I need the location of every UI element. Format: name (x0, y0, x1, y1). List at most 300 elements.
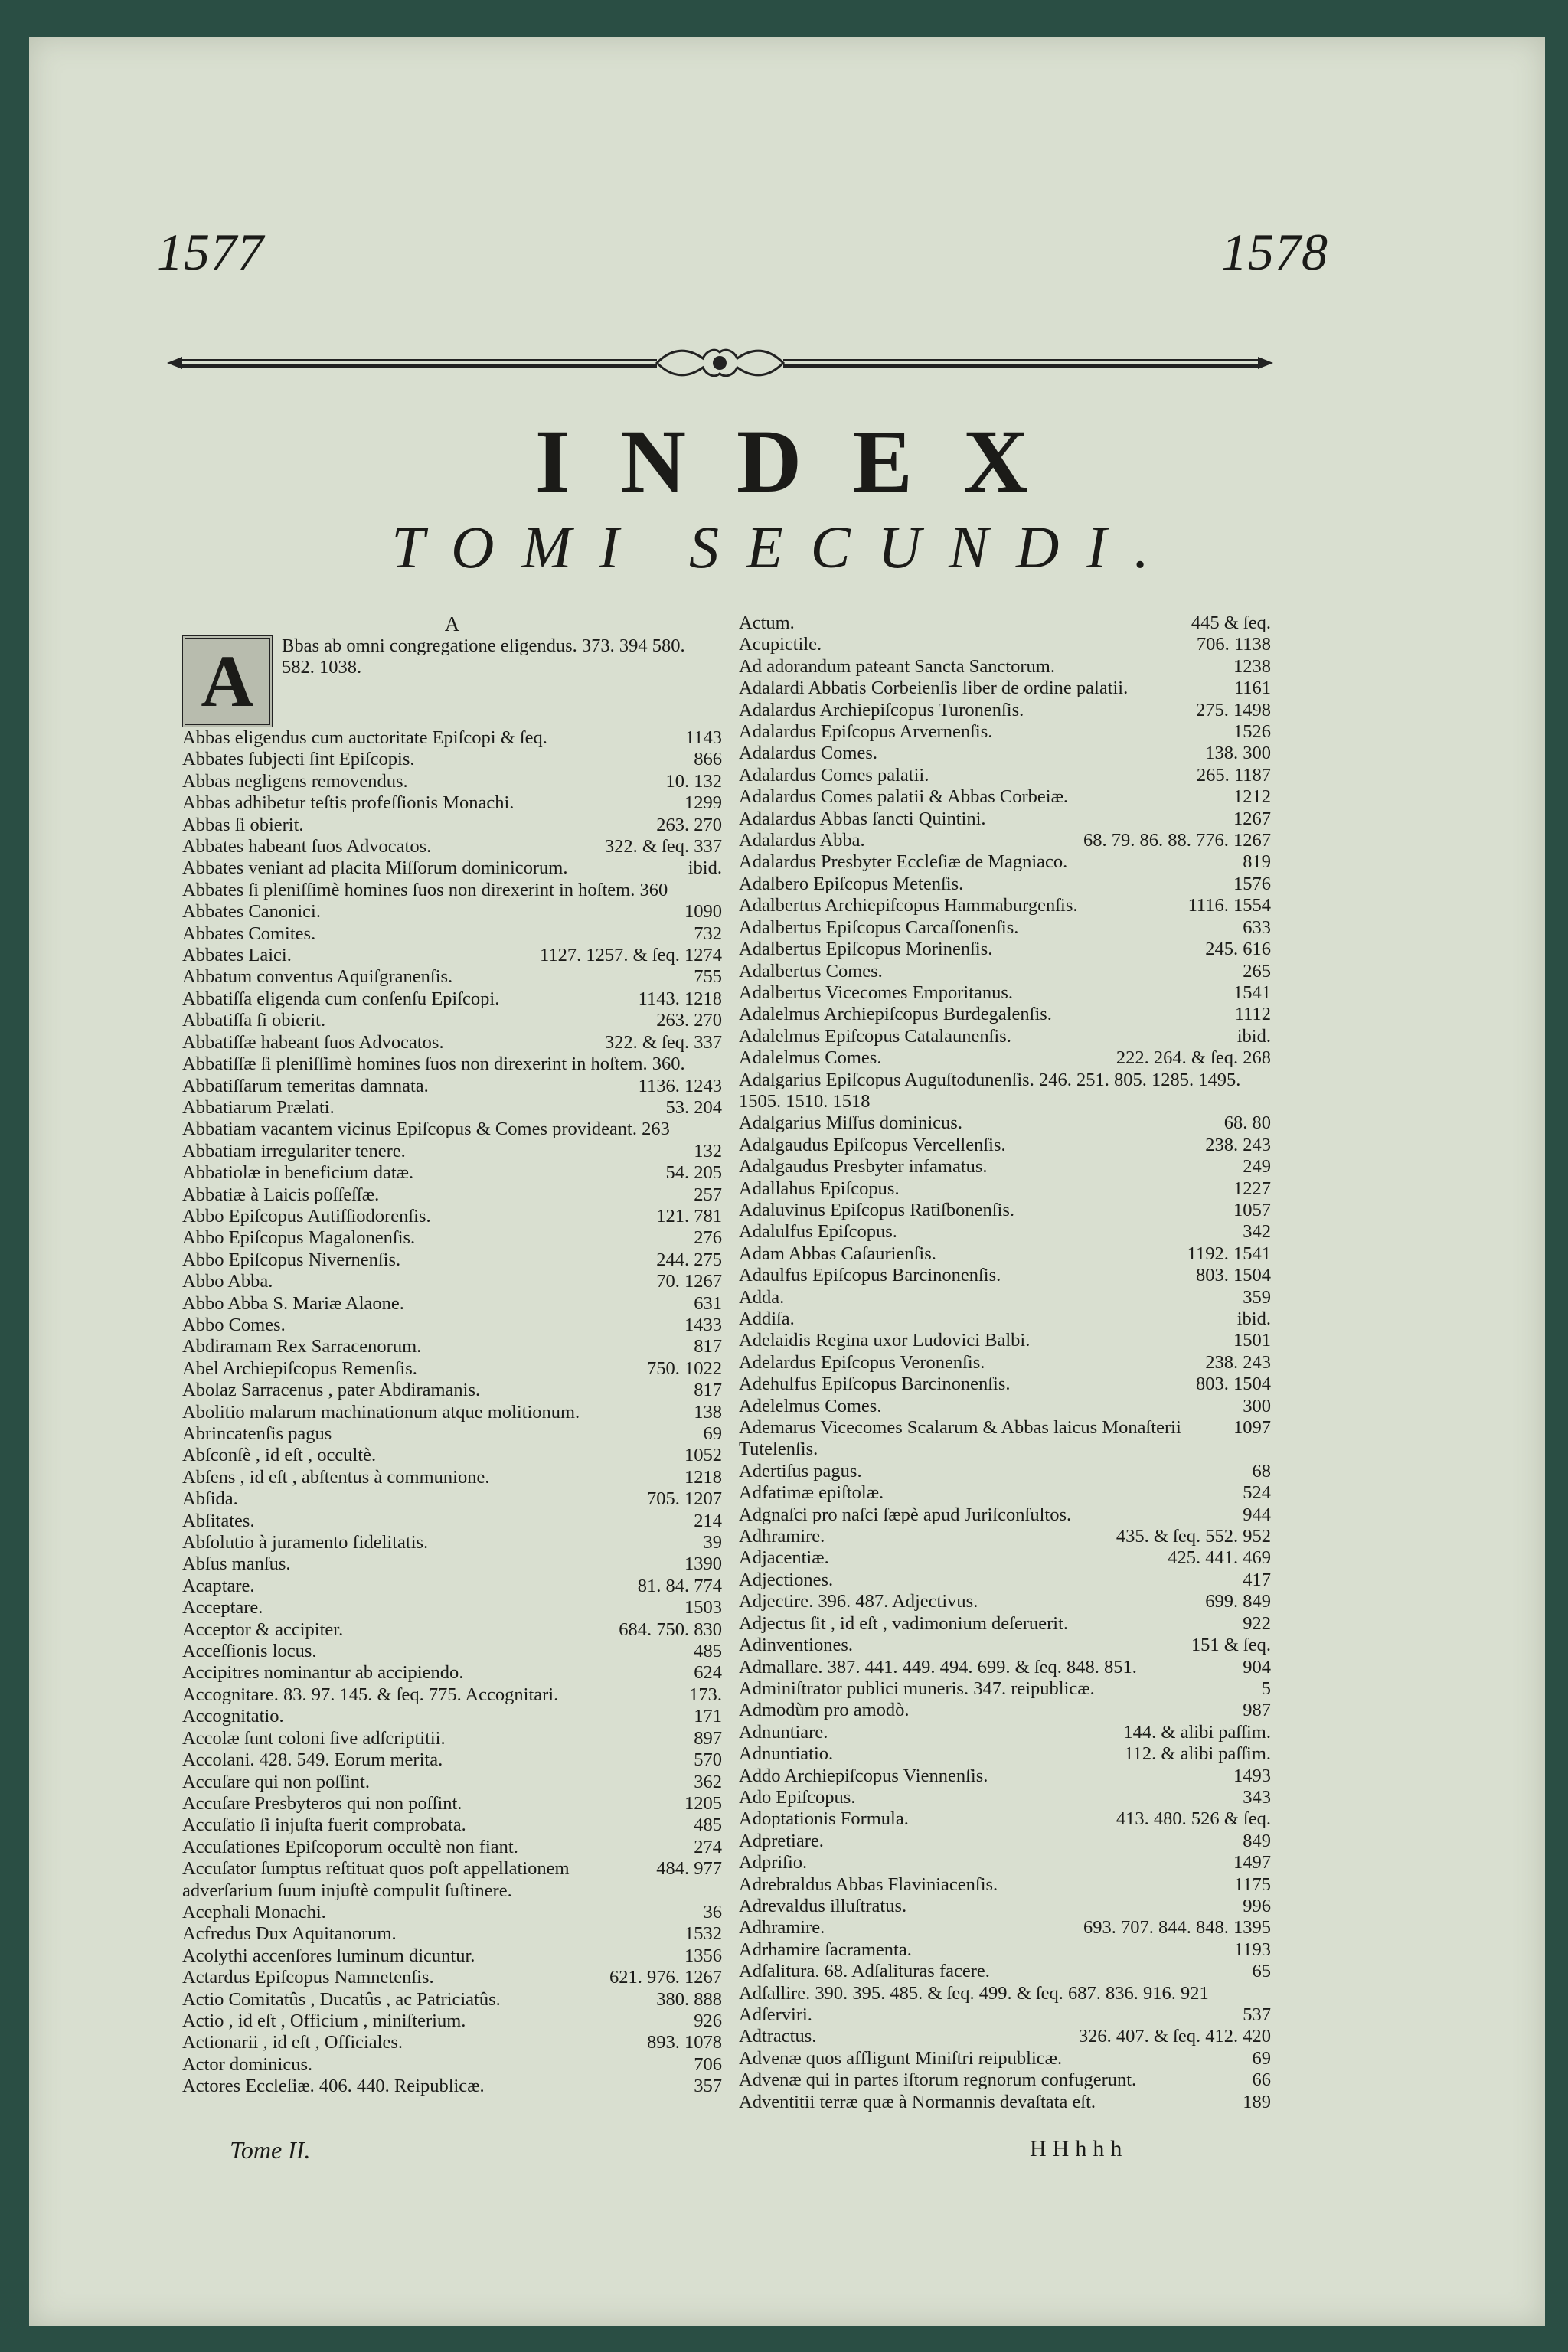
entry-text: Abbo Comes. (182, 1314, 286, 1335)
entry-page-refs: 5 (1261, 1677, 1271, 1699)
entry-page-refs: 1526 (1233, 721, 1271, 743)
entry-text: Adalbertus Archiepiſcopus Hammaburgenſis. (739, 895, 1078, 916)
entry-page-refs: 1493 (1233, 1765, 1271, 1786)
entry-page-refs: 36 (703, 1901, 722, 1922)
index-entry (182, 1423, 722, 1445)
entry-page-refs: 944 (1243, 1504, 1271, 1525)
entry-page-refs: 485 (694, 1815, 722, 1836)
entry-text: Acupictile. (739, 634, 822, 655)
entry-text: Abolitio malarum machinationum atque molitionum. (182, 1401, 580, 1423)
index-entry (739, 1112, 1271, 1134)
entry-text: Actum. (739, 612, 795, 633)
entry-text: Abbatiæ à Laicis poſſeſſæ. (182, 1184, 380, 1205)
entry-page-refs: 69 (703, 1423, 722, 1444)
entry-page-refs: 53. 204 (665, 1096, 722, 1118)
entry-page-refs: 1097 (1233, 1417, 1271, 1439)
entry-page-refs: 66 (1252, 2069, 1271, 2091)
entry-page-refs: 70. 1267 (656, 1271, 722, 1292)
index-entry (739, 1200, 1271, 1221)
entry-text: Accolani. 428. 549. Eorum merita. (182, 1749, 443, 1771)
entry-page-refs: 524 (1243, 1482, 1271, 1504)
entry-page-refs: 1112 (1234, 1004, 1271, 1025)
entry-page-refs: 121. 781 (656, 1205, 722, 1227)
index-entry (182, 1162, 722, 1184)
entry-text: Accognitatio. (182, 1706, 284, 1727)
index-entry (739, 1547, 1271, 1569)
entry-page-refs: 322. & ſeq. 337 (604, 1031, 722, 1053)
entry-text: Adhramire. (739, 1526, 825, 1547)
entry-page-refs: 817 (694, 1380, 722, 1401)
index-entry (739, 1396, 1271, 1417)
entry-text: Adallahus Epiſcopus. (739, 1178, 900, 1199)
entry-text: Adpretiare. (739, 1830, 824, 1851)
entry-text: Adalbertus Epiſcopus Carcaſſonenſis. (739, 916, 1019, 938)
index-entry (739, 786, 1271, 808)
entry-page-refs: 1238 (1233, 655, 1271, 677)
index-entry (739, 1461, 1271, 1482)
entry-text: Accuſatio ſi injuſta fuerit comprobata. (182, 1815, 466, 1836)
entry-text: Abſens , id eſt , abſtentus à communione. (182, 1466, 490, 1488)
entry-page-refs: 171 (694, 1706, 722, 1727)
entry-page-refs: 425. 441. 469 (1168, 1547, 1271, 1569)
entry-text: Acceſſionis locus. (182, 1641, 317, 1662)
entry-page-refs: 1116. 1554 (1187, 895, 1271, 916)
index-entry (739, 1743, 1271, 1765)
index-entry (182, 1488, 722, 1510)
entry-text: Abbo Epiſcopus Autiſſiodorenſis. (182, 1205, 431, 1227)
entry-text: Abbo Abba. (182, 1271, 273, 1292)
entry-text: Adgnaſci pro naſci ſæpè apud Juriſconſultos. (739, 1504, 1072, 1525)
entry-page-refs: 1433 (684, 1314, 722, 1335)
index-entry (182, 901, 722, 923)
index-entry (739, 1678, 1271, 1700)
index-entry (739, 895, 1271, 916)
index-entry (739, 1852, 1271, 1873)
index-entry (182, 1227, 722, 1249)
entry-page-refs: 238. 243 (1205, 1134, 1271, 1155)
entry-page-refs: 1227 (1233, 1178, 1271, 1199)
index-entry (182, 1141, 722, 1162)
entry-text: Acaptare. (182, 1575, 255, 1596)
entry-page-refs: 817 (694, 1336, 722, 1357)
entry-page-refs: 362 (694, 1771, 722, 1792)
index-entry (182, 1793, 722, 1815)
entry-page-refs: 245. 616 (1205, 939, 1271, 960)
entry-page-refs: 893. 1078 (647, 2032, 722, 2053)
index-entry (182, 749, 722, 770)
index-entry (182, 1010, 722, 1031)
entry-text: Adalbertus Comes. (739, 960, 883, 982)
index-entry (739, 1700, 1271, 1721)
entry-page-refs: 537 (1243, 2004, 1271, 2025)
index-entry (182, 2011, 722, 2032)
entry-page-refs: 435. & ſeq. 552. 952 (1116, 1526, 1271, 1547)
entry-page-refs: 1541 (1233, 982, 1271, 1003)
entry-text: Adrevaldus illuſtratus. (739, 1895, 907, 1916)
entry-page-refs: 1532 (684, 1923, 722, 1945)
entry-page-refs: 275. 1498 (1196, 699, 1271, 720)
index-entry (739, 1635, 1271, 1656)
entry-text: Adalelmus Archiepiſcopus Burdegalenſis. (739, 1004, 1052, 1025)
entry-text: Abbates habeant ſuos Advocatos. (182, 836, 432, 858)
index-entry (182, 945, 722, 966)
index-entry (182, 1511, 722, 1532)
entry-page-refs: 263. 270 (656, 814, 722, 835)
entry-page-refs: 706. 1138 (1196, 634, 1271, 655)
entry-text: Abbates Comites. (182, 923, 316, 944)
entry-page-refs: 249 (1243, 1156, 1271, 1178)
index-entry (182, 2076, 722, 2097)
index-entry (739, 678, 1271, 699)
entry-page-refs: 1205 (684, 1792, 722, 1814)
entry-text: Adſallire. 390. 395. 485. & ſeq. 499. & ſeq. 687. 836. 916. 921 (739, 1982, 1209, 2004)
entry-text: Acephali Monachi. (182, 1901, 326, 1922)
index-entry (182, 771, 722, 792)
entry-text: Abbatum conventus Aquiſgranenſis. (182, 966, 453, 988)
entry-page-refs: ibid. (1236, 1308, 1271, 1329)
entry-page-refs: 1576 (1233, 873, 1271, 894)
index-entry (182, 2054, 722, 2076)
entry-text: Adertiſus pagus. (739, 1460, 862, 1481)
entry-page-refs: 276 (694, 1227, 722, 1249)
entry-text: Accuſare qui non poſſint. (182, 1771, 370, 1792)
entry-page-refs: 693. 707. 844. 848. 1395 (1083, 1917, 1271, 1939)
entry-text: Accognitare. 83. 97. 145. & ſeq. 775. Accognitari. (182, 1684, 559, 1705)
index-entry (182, 1032, 722, 1054)
entry-text: Abbatiſſa ſi obierit. (182, 1010, 326, 1031)
entry-text: Admallare. 387. 441. 449. 494. 699. & ſeq. 848. 851. (739, 1656, 1137, 1677)
entry-page-refs: 244. 275 (656, 1249, 722, 1270)
index-entry (739, 1374, 1271, 1395)
entry-text: Acolythi accenſores luminum dicuntur. (182, 1945, 475, 1966)
index-entry (739, 1047, 1271, 1069)
entry-page-refs: 39 (703, 1532, 722, 1553)
entry-text: Advenæ qui in partes iſtorum regnorum confugerunt. (739, 2069, 1137, 2091)
entry-page-refs: 326. 407. & ſeq. 412. 420 (1078, 2026, 1271, 2047)
entry-text: Adalardus Archiepiſcopus Turonenſis. (739, 699, 1024, 720)
index-entry (182, 1532, 722, 1553)
entry-text: Abbatiam vacantem vicinus Epiſcopus & Comes provideant. 263 (182, 1119, 670, 1140)
index-entry (739, 1070, 1271, 1113)
entry-text: Adalardus Comes palatii & Abbas Corbeiæ. (739, 786, 1069, 808)
entry-page-refs: 68. 80 (1223, 1112, 1271, 1134)
entry-text: Adaluvinus Epiſcopus Ratiſbonenſis. (739, 1199, 1014, 1220)
entry-page-refs: 803. 1504 (1196, 1374, 1271, 1395)
index-entry (739, 656, 1271, 678)
entry-page-refs: 54. 205 (665, 1162, 722, 1184)
entry-text: Actardus Epiſcopus Namnetenſis. (182, 1967, 434, 1988)
index-entry (739, 851, 1271, 873)
entry-text: Adelelmus Comes. (739, 1395, 882, 1416)
entry-text: Adalardus Abba. (739, 830, 865, 851)
index-entry (739, 1330, 1271, 1351)
entry-page-refs: 238. 243 (1205, 1351, 1271, 1373)
entry-page-refs: 1143. 1218 (638, 988, 722, 1009)
index-entry (739, 2004, 1271, 2026)
entry-page-refs: 322. & ſeq. 337 (604, 836, 722, 858)
index-entry (739, 1287, 1271, 1308)
entry-text: Adpriſio. (739, 1852, 808, 1873)
index-entry (739, 1961, 1271, 1982)
index-entry (739, 939, 1271, 960)
index-entry (182, 1837, 722, 1858)
entry-text: Addo Archiepiſcopus Viennenſis. (739, 1765, 988, 1786)
entry-text: Abbatiolæ in beneficium datæ. (182, 1162, 414, 1184)
decorative-rule-ornament (167, 343, 1273, 386)
entry-page-refs: 897 (694, 1727, 722, 1749)
index-entry (739, 1591, 1271, 1612)
index-entry (739, 1243, 1271, 1265)
entry-text: Abſus manſus. (182, 1553, 291, 1575)
entry-text: Accuſare Presbyteros qui non poſſint. (182, 1792, 462, 1814)
entry-text: Abbas ſi obierit. (182, 814, 304, 835)
entry-text: Actores Eccleſiæ. 406. 440. Reipublicæ. (182, 2076, 485, 2097)
entry-text: Adfatimæ epiſtolæ. (739, 1482, 884, 1504)
entry-text: Abbates ſubjecti ſint Epiſcopis. (182, 749, 415, 770)
entry-page-refs: 265 (1243, 960, 1271, 982)
page-number-right: 1578 (1221, 223, 1328, 281)
entry-text: Adalardus Presbyter Eccleſiæ de Magniaco. (739, 851, 1068, 873)
entry-page-refs: 1218 (684, 1466, 722, 1488)
entry-page-refs: 138. 300 (1205, 743, 1271, 764)
index-entry (182, 923, 722, 945)
entry-page-refs: 484. 977 (656, 1858, 722, 1880)
index-entry (182, 1553, 722, 1575)
index-entry (182, 1402, 722, 1423)
entry-page-refs: 699. 849 (1205, 1591, 1271, 1612)
entry-text: Abſolutio à juramento fidelitatis. (182, 1532, 429, 1553)
entry-text: Adalelmus Epiſcopus Catalaunenſis. (739, 1025, 1011, 1047)
index-entry (739, 1221, 1271, 1243)
index-entry (182, 1097, 722, 1119)
index-entry (182, 1923, 722, 1945)
index-entry (739, 1004, 1271, 1025)
index-entry (182, 1576, 722, 1597)
entry-page-refs: 570 (694, 1749, 722, 1771)
entry-page-refs: ibid. (1236, 1025, 1271, 1047)
index-entry (739, 1896, 1271, 1917)
index-entry (182, 1706, 722, 1727)
left-column (182, 612, 722, 2098)
entry-page-refs: 445 & ſeq. (1191, 612, 1271, 633)
entry-page-refs: 485 (694, 1641, 722, 1662)
entry-text: Abbatiam irregulariter tenere. (182, 1140, 406, 1161)
entry-text: Adalbero Epiſcopus Metenſis. (739, 873, 964, 894)
entry-page-refs: 904 (1243, 1656, 1271, 1677)
entry-text: Adehulfus Epiſcopus Barcinonenſis. (739, 1374, 1011, 1395)
index-entry (739, 721, 1271, 743)
index-entry (182, 1597, 722, 1619)
index-entry (739, 1265, 1271, 1286)
entry-page-refs: 1127. 1257. & ſeq. 1274 (540, 945, 722, 966)
index-entry (182, 966, 722, 988)
index-entry (182, 858, 722, 879)
index-entry (739, 1526, 1271, 1547)
entry-text: Adalbertus Epiſcopus Morinenſis. (739, 939, 993, 960)
index-subtitle: TOMI SECUNDI. (391, 514, 1177, 580)
entry-text: Acceptor & accipiter. (182, 1619, 344, 1640)
entry-page-refs: 1175 (1233, 1873, 1271, 1895)
entry-page-refs: 173. (689, 1684, 722, 1705)
index-entry (182, 815, 722, 836)
entry-page-refs: 631 (694, 1292, 722, 1314)
index-entry (739, 1808, 1271, 1830)
index-entry (182, 1315, 722, 1336)
entry-text: Adminiſtrator publici muneris. 347. reipublicæ. (739, 1677, 1095, 1699)
entry-page-refs: 1390 (684, 1553, 722, 1575)
entry-text: Abbatiſſæ ſi pleniſſimè homines ſuos non direxerint in hoſtem. 360. (182, 1054, 685, 1075)
entry-page-refs: 987 (1243, 1700, 1271, 1721)
entry-text: Bbas ab omni congregatione eligendus. (282, 635, 577, 656)
entry-text: Acfredus Dux Aquitanorum. (182, 1923, 397, 1945)
index-entry (739, 917, 1271, 939)
entry-text: Adam Abbas Caſaurienſis. (739, 1243, 936, 1264)
index-entry (739, 700, 1271, 721)
entry-page-refs: 705. 1207 (647, 1488, 722, 1510)
entry-page-refs: 750. 1022 (647, 1357, 722, 1379)
entry-text: Actionarii , id eſt , Officiales. (182, 2032, 403, 2053)
entry-text: Actor dominicus. (182, 2053, 313, 2075)
index-entry (739, 1570, 1271, 1591)
index-entry (739, 874, 1271, 895)
index-entry (182, 1749, 722, 1771)
index-entry (182, 1467, 722, 1488)
entry-text: Adalgarius Miſſus dominicus. (739, 1112, 962, 1134)
entry-text: Admodùm pro amodò. (739, 1700, 910, 1721)
entry-text: Adalgaudus Epiſcopus Vercellenſis. (739, 1134, 1006, 1155)
index-entry (739, 1874, 1271, 1896)
index-entry (739, 1026, 1271, 1047)
index-entry (182, 1728, 722, 1749)
page-number-left: 1577 (157, 223, 264, 281)
entry-text: Adjectire. 396. 487. Adjectivus. (739, 1591, 978, 1612)
entry-page-refs: 926 (694, 2010, 722, 2031)
entry-page-refs: 922 (1243, 1612, 1271, 1634)
index-entry (739, 2069, 1271, 2091)
entry-page-refs: 373. 394 580. 582. 1038. (282, 635, 685, 678)
index-entry (182, 1119, 722, 1140)
entry-text: Adrhamire ſacramenta. (739, 1939, 912, 1960)
entry-text: Adalelmus Comes. (739, 1047, 882, 1069)
entry-page-refs: 1192. 1541 (1187, 1243, 1271, 1264)
entry-text: Abbas adhibetur teſtis profeſſionis Monachi. (182, 792, 514, 814)
entry-page-refs: 357 (694, 2076, 722, 2097)
index-entry (739, 1787, 1271, 1808)
entry-text: Adalbertus Vicecomes Emporitanus. (739, 982, 1014, 1003)
entry-page-refs: 417 (1243, 1569, 1271, 1590)
entry-text: Adinventiones. (739, 1635, 854, 1656)
entry-text: Addiſa. (739, 1308, 795, 1329)
entry-page-refs: 343 (1243, 1786, 1271, 1808)
entry-text: Abbas negligens removendus. (182, 770, 408, 792)
entry-page-refs: 138 (694, 1401, 722, 1423)
entry-text: Abbatiarum Prælati. (182, 1096, 335, 1118)
entry-text: Adalardus Comes palatii. (739, 764, 929, 786)
entry-page-refs: 1267 (1233, 808, 1271, 829)
entry-text: Adnuntiare. (739, 1721, 828, 1743)
entry-text: Adtractus. (739, 2026, 817, 2047)
entry-text: Abbates veniant ad placita Miſſorum dominicorum. (182, 858, 568, 879)
entry-text: Abſida. (182, 1488, 238, 1510)
index-entry (739, 1504, 1271, 1526)
entry-text: Abel Archiepiſcopus Remenſis. (182, 1357, 417, 1379)
volume-label: Tome II. (230, 2136, 311, 2164)
index-entry (739, 1308, 1271, 1330)
entry-text: Ado Epiſcopus. (739, 1786, 856, 1808)
entry-text: Abſitates. (182, 1510, 255, 1531)
entry-text: Adſerviri. (739, 2004, 812, 2025)
entry-text: Adalgarius Epiſcopus Auguſtodunenſis. 246. 251. 805. 1285. 1495. 1505. 1510. 1518 (739, 1069, 1241, 1112)
index-entry (739, 2026, 1271, 2047)
index-entry (739, 2048, 1271, 2069)
entry-text: Actio , id eſt , Officium , miniſterium. (182, 2010, 466, 2031)
entry-text: Adoptationis Formula. (739, 1808, 909, 1830)
entry-page-refs: 81. 84. 774 (637, 1575, 722, 1596)
entry-page-refs: 1136. 1243 (638, 1075, 722, 1096)
entry-text: Abbates Canonici. (182, 901, 321, 923)
entry-page-refs: 1212 (1233, 786, 1271, 808)
index-entry (182, 1684, 722, 1706)
entry-page-refs: 1193 (1233, 1939, 1271, 1960)
index-entry (182, 1293, 722, 1315)
entry-page-refs: 1497 (1233, 1852, 1271, 1873)
index-entry (739, 1482, 1271, 1504)
index-entry (739, 765, 1271, 786)
index-entry (739, 1178, 1271, 1200)
entry-page-refs: 755 (694, 966, 722, 988)
entry-text: Abbatiſſarum temeritas damnata. (182, 1075, 429, 1096)
entry-page-refs: 1052 (684, 1445, 722, 1466)
entry-page-refs: 189 (1243, 2091, 1271, 2112)
entry-text: Abbo Abba S. Mariæ Alaone. (182, 1292, 404, 1314)
entry-text: Adda. (739, 1286, 785, 1308)
entry-page-refs: 1057 (1233, 1199, 1271, 1220)
entry-text: Abdiramam Rex Sarracenorum. (182, 1336, 422, 1357)
index-entry (739, 1722, 1271, 1743)
entry-page-refs: 1143 (684, 727, 722, 748)
index-entry (739, 1939, 1271, 1961)
entry-text: Adſalitura. 68. Adſalituras facere. (739, 1961, 990, 1982)
entry-text: Adalulfus Epiſcopus. (739, 1221, 897, 1243)
entry-text: Abbo Epiſcopus Magalonenſis. (182, 1227, 416, 1249)
entry-page-refs: 684. 750. 830 (619, 1619, 722, 1640)
entry-page-refs: 68. 79. 86. 88. 776. 1267 (1083, 830, 1271, 851)
entry-page-refs: 803. 1504 (1196, 1265, 1271, 1286)
entry-page-refs: 68 (1252, 1460, 1271, 1481)
entry-page-refs: 413. 480. 526 & ſeq. (1116, 1808, 1271, 1830)
index-entry (182, 1662, 722, 1684)
entry-page-refs: 706 (694, 2053, 722, 2075)
entry-text: Ademarus Vicecomes Scalarum & Abbas laicus Monaſterii Tutelenſis. (739, 1417, 1181, 1460)
entry-text: Adalardi Abbatis Corbeienſis liber de ordine palatii. (739, 678, 1129, 699)
entry-text: Adalardus Epiſcopus Arvernenſis. (739, 721, 993, 743)
index-entry (739, 982, 1271, 1004)
index-entry (739, 743, 1271, 764)
index-entry (182, 1445, 722, 1466)
index-entry (182, 727, 722, 749)
entry-page-refs: 274 (694, 1836, 722, 1857)
entry-page-refs: 1501 (1233, 1330, 1271, 1351)
dropcap-letter: A (201, 640, 254, 722)
index-entry (182, 1902, 722, 1923)
index-entry (182, 1619, 722, 1641)
entry-page-refs: 380. 888 (656, 1988, 722, 2010)
entry-page-refs: 1503 (684, 1597, 722, 1619)
entry-text: Accolæ ſunt coloni ſive adſcriptitii. (182, 1727, 446, 1749)
entry-page-refs: 263. 270 (656, 1010, 722, 1031)
index-entry (182, 1250, 722, 1271)
entry-page-refs: 10. 132 (665, 770, 722, 792)
